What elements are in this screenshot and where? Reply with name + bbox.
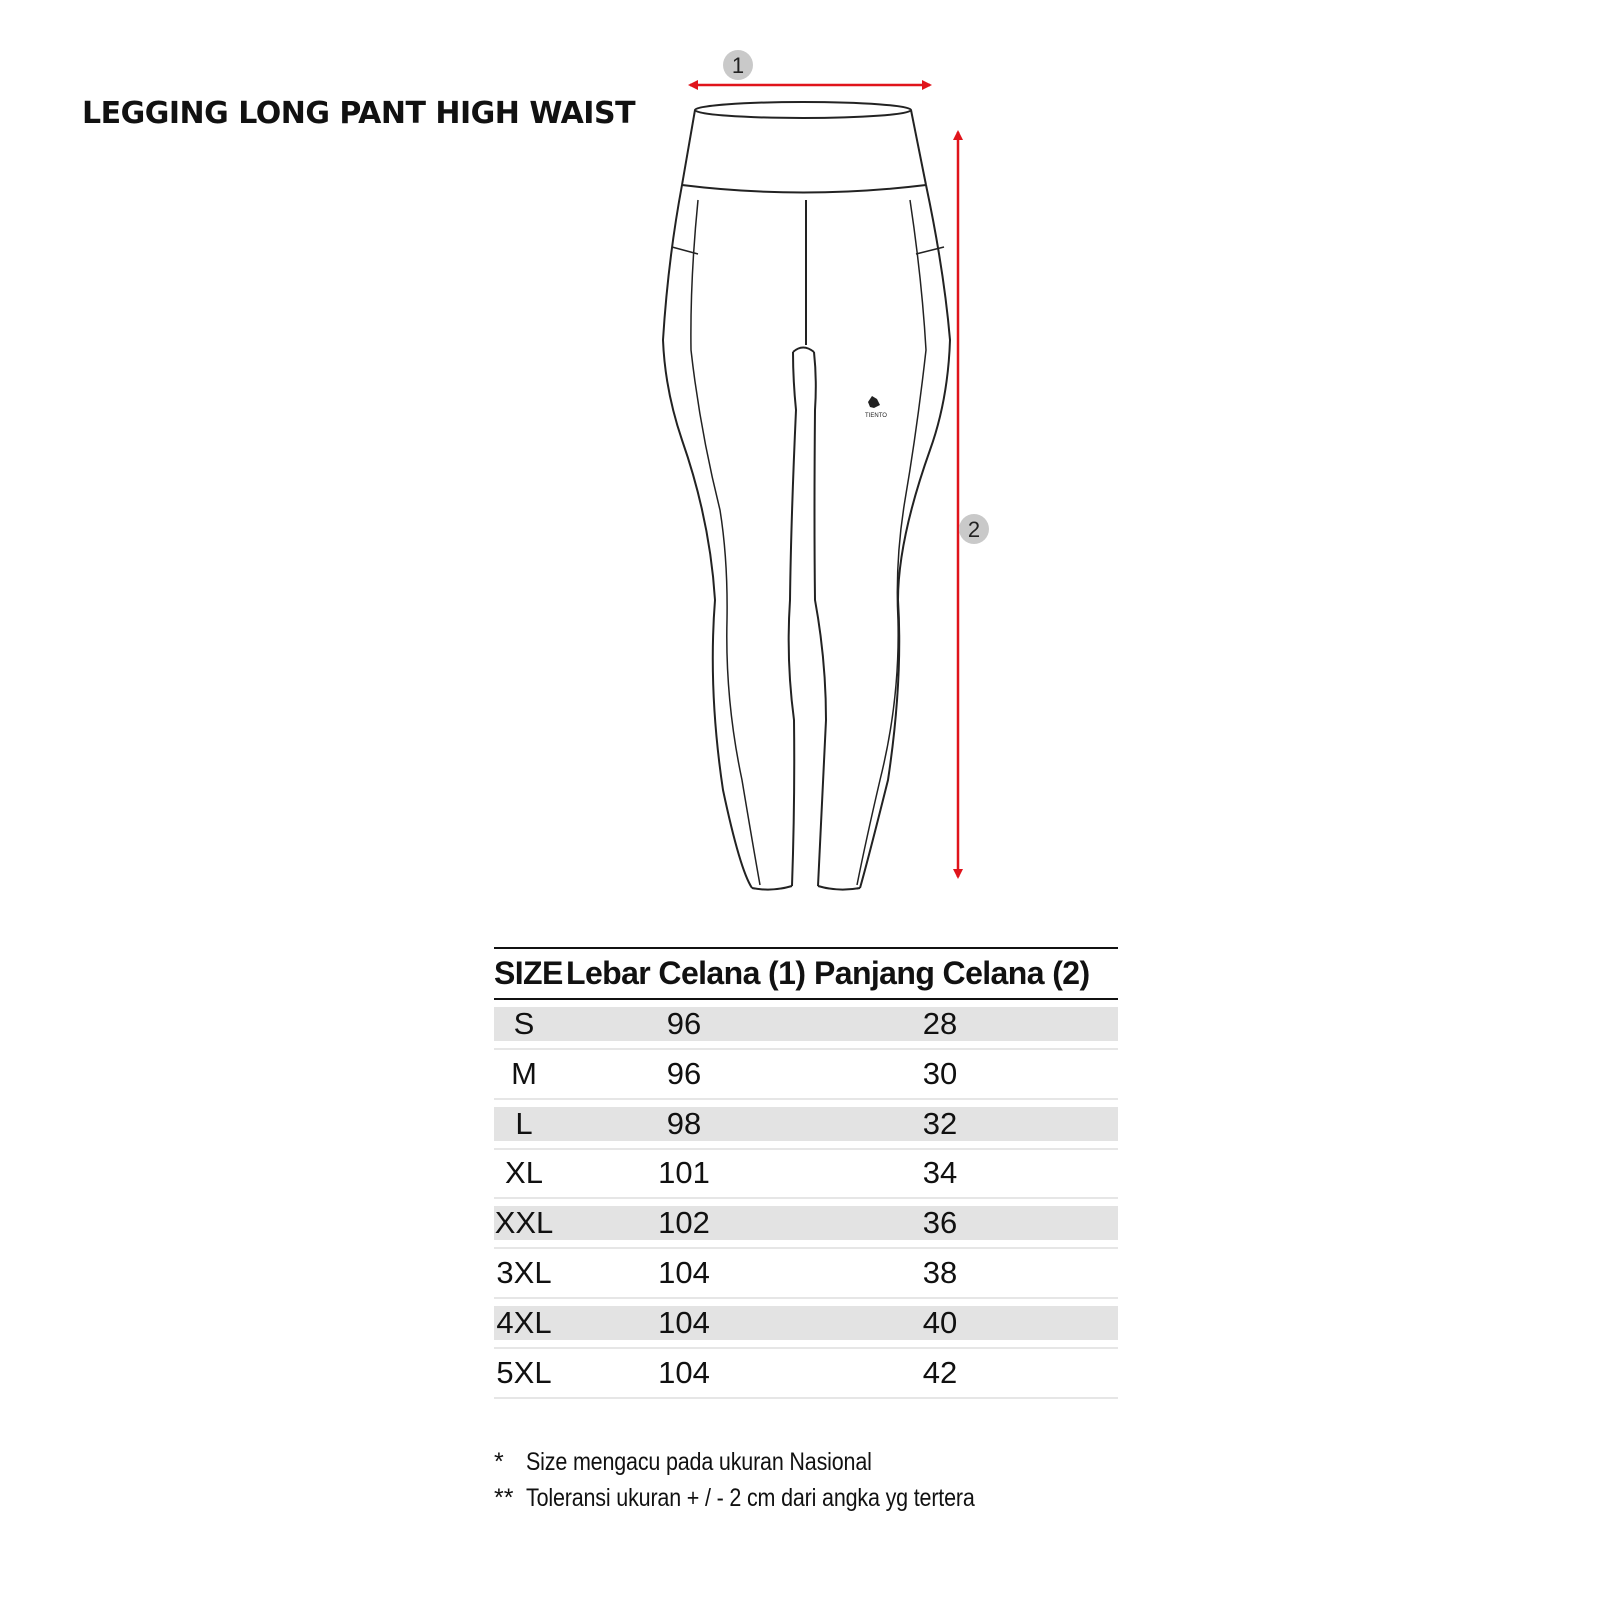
note-2-text: Toleransi ukuran + / - 2 cm dari angka yg tertera [526,1484,975,1512]
panjang-cell: 30 [922,1055,958,1091]
size-table [494,947,1118,1405]
header-lebar: Lebar Celana (1) [566,955,806,991]
table-row [494,1206,1118,1240]
size-cell: 5XL [496,1354,552,1390]
marker-1-label: 1 [731,53,745,78]
marker-2-label: 2 [967,517,981,542]
panjang-cell: 38 [922,1254,958,1290]
lebar-cell: 98 [666,1105,702,1141]
table-row [494,1057,1118,1091]
table-row [494,1107,1118,1141]
lebar-cell: 101 [658,1155,710,1191]
header-panjang: Panjang Celana (2) [814,955,1090,991]
size-cell: 3XL [496,1254,552,1290]
lebar-cell: 104 [658,1354,710,1390]
lebar-cell: 102 [658,1205,710,1241]
lebar-cell: 104 [658,1304,710,1340]
panjang-cell: 28 [922,1006,958,1041]
size-cell: XL [505,1155,543,1191]
size-cell: 4XL [496,1304,552,1340]
size-cell: XXL [494,1205,554,1241]
table-row [494,1007,1118,1041]
panjang-cell: 42 [922,1354,958,1390]
note-2-mark: ** [494,1484,514,1512]
table-row [494,1256,1118,1290]
size-cell: S [513,1006,535,1041]
panjang-cell: 34 [922,1155,958,1191]
page-title: LEGGING LONG PANT HIGH WAIST [82,96,636,131]
lebar-cell: 96 [666,1055,702,1091]
panjang-cell: 32 [922,1105,958,1141]
table-row [494,1306,1118,1340]
logo-text: TIENTO [865,413,887,419]
header-size: SIZE [494,955,563,991]
table-row [494,1356,1118,1390]
note-1-mark: * [494,1448,504,1476]
legging-diagram [640,40,1000,900]
table-body [494,1007,1118,1390]
panjang-cell: 40 [922,1304,958,1340]
panjang-cell: 36 [922,1205,958,1241]
brand-logo [865,396,887,419]
lebar-cell: 96 [666,1006,702,1041]
size-cell: M [511,1055,537,1091]
note-1-text: Size mengacu pada ukuran Nasional [526,1448,872,1476]
table-row [494,1156,1118,1190]
legging-outline [663,102,950,890]
size-cell: L [515,1105,533,1141]
lebar-cell: 104 [658,1254,710,1290]
table-header [494,947,1118,1000]
